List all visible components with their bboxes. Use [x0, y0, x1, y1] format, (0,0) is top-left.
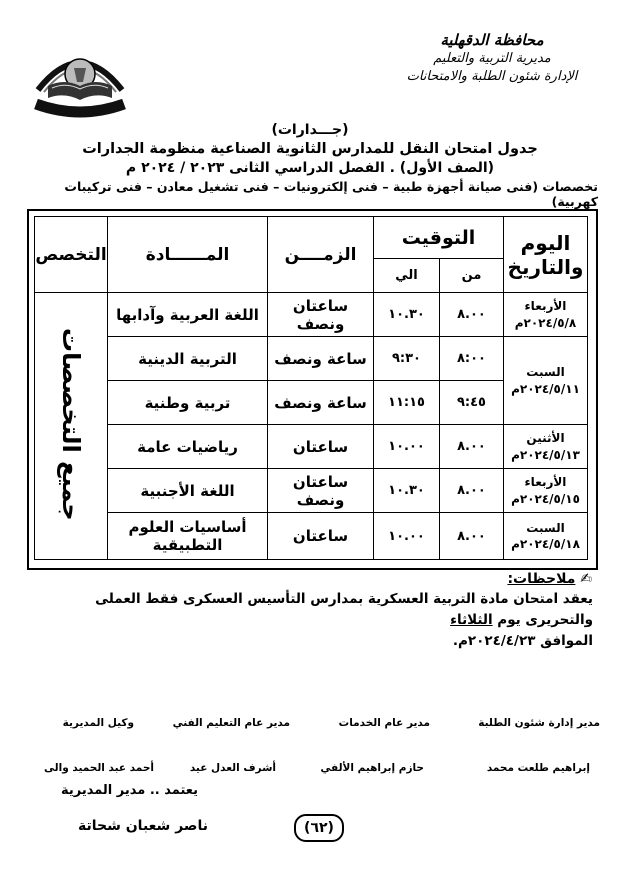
specialty-all-cell: [35, 293, 108, 560]
day-date: ٢٠٢٤/٥/١٨م: [511, 537, 580, 551]
time-from-cell: ٨.٠٠: [440, 293, 504, 337]
table-row: [35, 337, 588, 381]
day-cell: [504, 513, 588, 560]
header-day-date: اليوم والتاريخ: [504, 217, 588, 293]
header-time-to: الي: [374, 259, 440, 293]
subject-cell: التربية الدينية: [108, 337, 268, 381]
header-time-from: من: [440, 259, 504, 293]
header-time: التوقيت: [374, 217, 504, 259]
signature-name: أشرف العدل عيد: [189, 762, 276, 774]
note-day: الثلاثاء: [450, 611, 493, 628]
subject-cell: أساسيات العلوم التطبيقية: [108, 513, 268, 560]
time-from-cell: ٨:٠٠: [440, 337, 504, 381]
day-cell: [504, 425, 588, 469]
subject-cell: تربية وطنية: [108, 381, 268, 425]
page-number: (٦٢): [294, 814, 344, 842]
time-to-cell: ١٠.٣٠: [374, 469, 440, 513]
duration-cell: ساعتان ونصف: [268, 293, 374, 337]
day-name: السبت: [526, 520, 565, 535]
day-date: ٢٠٢٤/٥/١٥م: [511, 491, 580, 506]
signature-name: إبراهيم طلعت محمد: [486, 762, 590, 774]
title-program: (جـــدارات): [271, 122, 349, 138]
notes-body: [28, 589, 593, 652]
note-date: الموافق ٢٠٢٤/٤/٢٣م.: [452, 632, 593, 649]
header-subject: المــــــادة: [108, 217, 268, 293]
subject-cell: اللغة العربية وآدابها: [108, 293, 268, 337]
subject-cell: اللغة الأجنبية: [108, 469, 268, 513]
org-line-1: محافظة الدقهلية: [440, 31, 544, 49]
time-to-cell: ١٠.٠٠: [374, 513, 440, 560]
org-line-2: مديرية التربية والتعليم: [433, 51, 551, 67]
time-to-cell: ١٠.٣٠: [374, 293, 440, 337]
signature-title: مدير إدارة شئون الطلبة: [478, 717, 600, 729]
organization-header: [392, 30, 592, 85]
notes-heading: [507, 571, 592, 587]
time-from-cell: ٨.٠٠: [440, 425, 504, 469]
table-row: [35, 425, 588, 469]
title-grade-term: (الصف الأول) . الفصل الدراسي الثانى ٢٠٢٣ / ٢٠٢٤ م: [125, 160, 495, 176]
header-specialty: التخصص: [35, 217, 108, 293]
time-to-cell: ٩:٣٠: [374, 337, 440, 381]
signature-name: أحمد عبد الحميد والى: [44, 762, 154, 774]
table-row: [35, 293, 588, 337]
time-from-cell: ٨.٠٠: [440, 469, 504, 513]
day-date: ٢٠٢٤/٥/٨م: [514, 315, 577, 330]
signature-title: مدير عام الخدمات: [338, 717, 430, 729]
approval-label: يعتمد .. مدير المديرية: [60, 783, 198, 798]
signature-name: حازم إبراهيم الألفي: [320, 762, 424, 774]
day-date: ٢٠٢٤/٥/١٣م: [511, 447, 580, 462]
day-cell: [504, 469, 588, 513]
all-specialties-label: جميع التخصصات: [57, 327, 85, 521]
day-cell: [504, 293, 588, 337]
duration-cell: ساعتان: [268, 425, 374, 469]
table-row: [35, 513, 588, 560]
document-titles: [20, 122, 600, 209]
day-name: الأربعاء: [524, 475, 567, 490]
duration-cell: ساعتان ونصف: [268, 469, 374, 513]
time-from-cell: ٩:٤٥: [440, 381, 504, 425]
subject-cell: رياضيات عامة: [108, 425, 268, 469]
day-name: الأربعاء: [524, 299, 567, 314]
day-name: الأثنين: [526, 431, 565, 446]
note-text: يعقد امتحان مادة التربية العسكرية بمدارس التأسيس العسكرى فقط العملى والتحريرى يوم: [95, 591, 593, 628]
director-name: ناصر شعبان شحاتة: [78, 818, 208, 834]
day-date: ٢٠٢٤/٥/١١م: [511, 381, 580, 396]
duration-cell: ساعة ونصف: [268, 337, 374, 381]
org-line-3: الإدارة شئون الطلبة والامتحانات: [406, 68, 578, 84]
day-cell: [504, 337, 588, 425]
day-name: السبت: [526, 365, 565, 380]
table-row: [35, 469, 588, 513]
duration-cell: ساعتان: [268, 513, 374, 560]
time-from-cell: ٨.٠٠: [440, 513, 504, 560]
duration-cell: ساعة ونصف: [268, 381, 374, 425]
pen-icon: ✍: [580, 571, 592, 587]
signature-title: مدير عام التعليم الفني: [172, 717, 290, 729]
governorate-logo: [30, 34, 130, 120]
time-to-cell: ١١:١٥: [374, 381, 440, 425]
title-specialties: تخصصات (فنى صيانة أجهزة طبية – فنى إلكترونيات – فنى تشغيل معادن – فنى تركيبات كهربية): [64, 179, 598, 209]
time-to-cell: ١٠.٠٠: [374, 425, 440, 469]
title-main: جدول امتحان النقل للمدارس الثانوية الصناعية منظومة الجدارات: [82, 141, 538, 157]
signature-title: وكيل المديرية: [62, 717, 134, 729]
notes-heading-text: ملاحظات:: [507, 571, 576, 587]
exam-schedule-table: [34, 216, 588, 560]
header-duration: الزمــــن: [268, 217, 374, 293]
